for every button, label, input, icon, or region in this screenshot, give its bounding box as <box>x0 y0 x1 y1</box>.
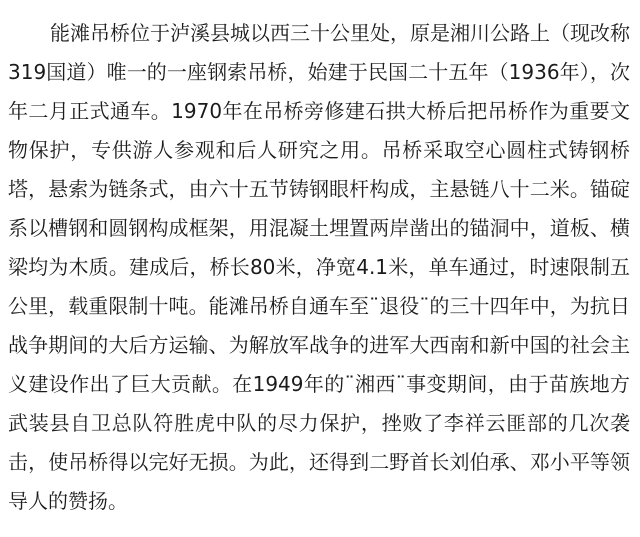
paragraph-body: 能滩吊桥位于泸溪县城以西三十公里处，原是湘川公路上（现改称319国道）唯一的一座钢索吊桥，始建于民国二十五年（1936年），次年二月正式通车。1970年在吊桥旁修建石拱大桥后把吊桥作为重要文物保护，专供游人参观和后人研究之用。吊桥采取空心圆柱式铸钢桥塔，悬索为链条式，由六十五节铸钢眼杆构成，主悬链八十二米。锚碇系以槽钢和圆钢构成框架，用混凝土埋置两岸凿出的锚洞中，道板、横梁均为木质。建成后，桥长80米，净宽4.1米，单车通过，时速限制五公里，载重限制十吨。能滩吊桥自通车至¨退役¨的三十四年中，为抗日战争期间的大后方运输、为解放军战争的进军大西南和新中国的社会主义建设作出了巨大贡献。在1949年的¨湘西¨事变期间，由于苗族地方武装县自卫总队符胜虎中队的尽力保护，挫败了李祥云匪部的几次袭击，使吊桥得以完好无损。为此，还得到二野首长刘伯承、邓小平等领导人的赞扬。 <box>8 21 630 513</box>
